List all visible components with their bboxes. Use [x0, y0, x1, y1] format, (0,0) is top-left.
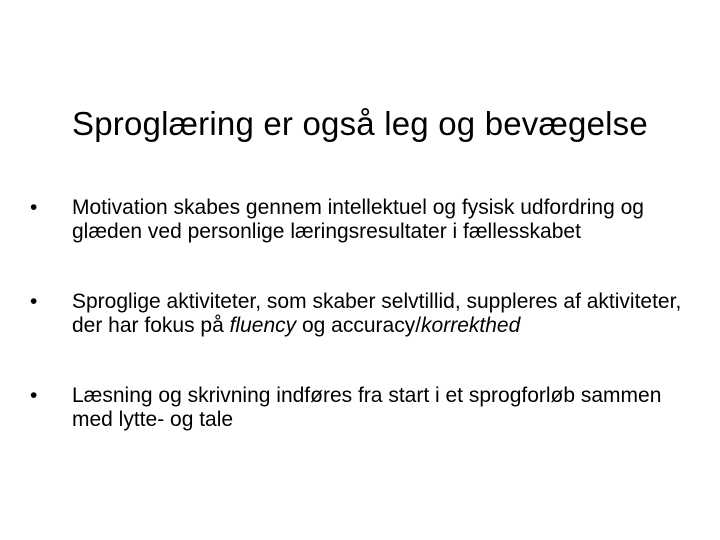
bullet-item-activities [30, 290, 690, 338]
bullet-emphasis-korrekthed: korrekthed [421, 314, 521, 337]
bullet-text: og accuracy/ [296, 314, 422, 337]
bullet-text: Læsning og skrivning indføres fra start i et sprogforløb sammen med lytte- og tale [72, 384, 662, 431]
bullet-dot-icon: • [30, 196, 38, 219]
bullet-text: Sproglige aktiviteter, som skaber selvtillid, suppleres af aktiviteter, der har fokus på [72, 290, 682, 337]
bullet-emphasis-fluency: fluency [229, 314, 297, 337]
slide-title: Sproglæring er også leg og bevægelse [72, 105, 648, 142]
bullet-text: Motivation skabes gennem intellektuel og fysisk udfordring og glæden ved personlige læringsresultater i fællesskabet [72, 196, 644, 243]
bullet-item-motivation [30, 196, 690, 244]
bullet-dot-icon: • [30, 290, 38, 313]
bullet-list [30, 196, 690, 432]
bullet-dot-icon: • [30, 384, 38, 407]
bullet-item-reading-writing [30, 384, 690, 432]
